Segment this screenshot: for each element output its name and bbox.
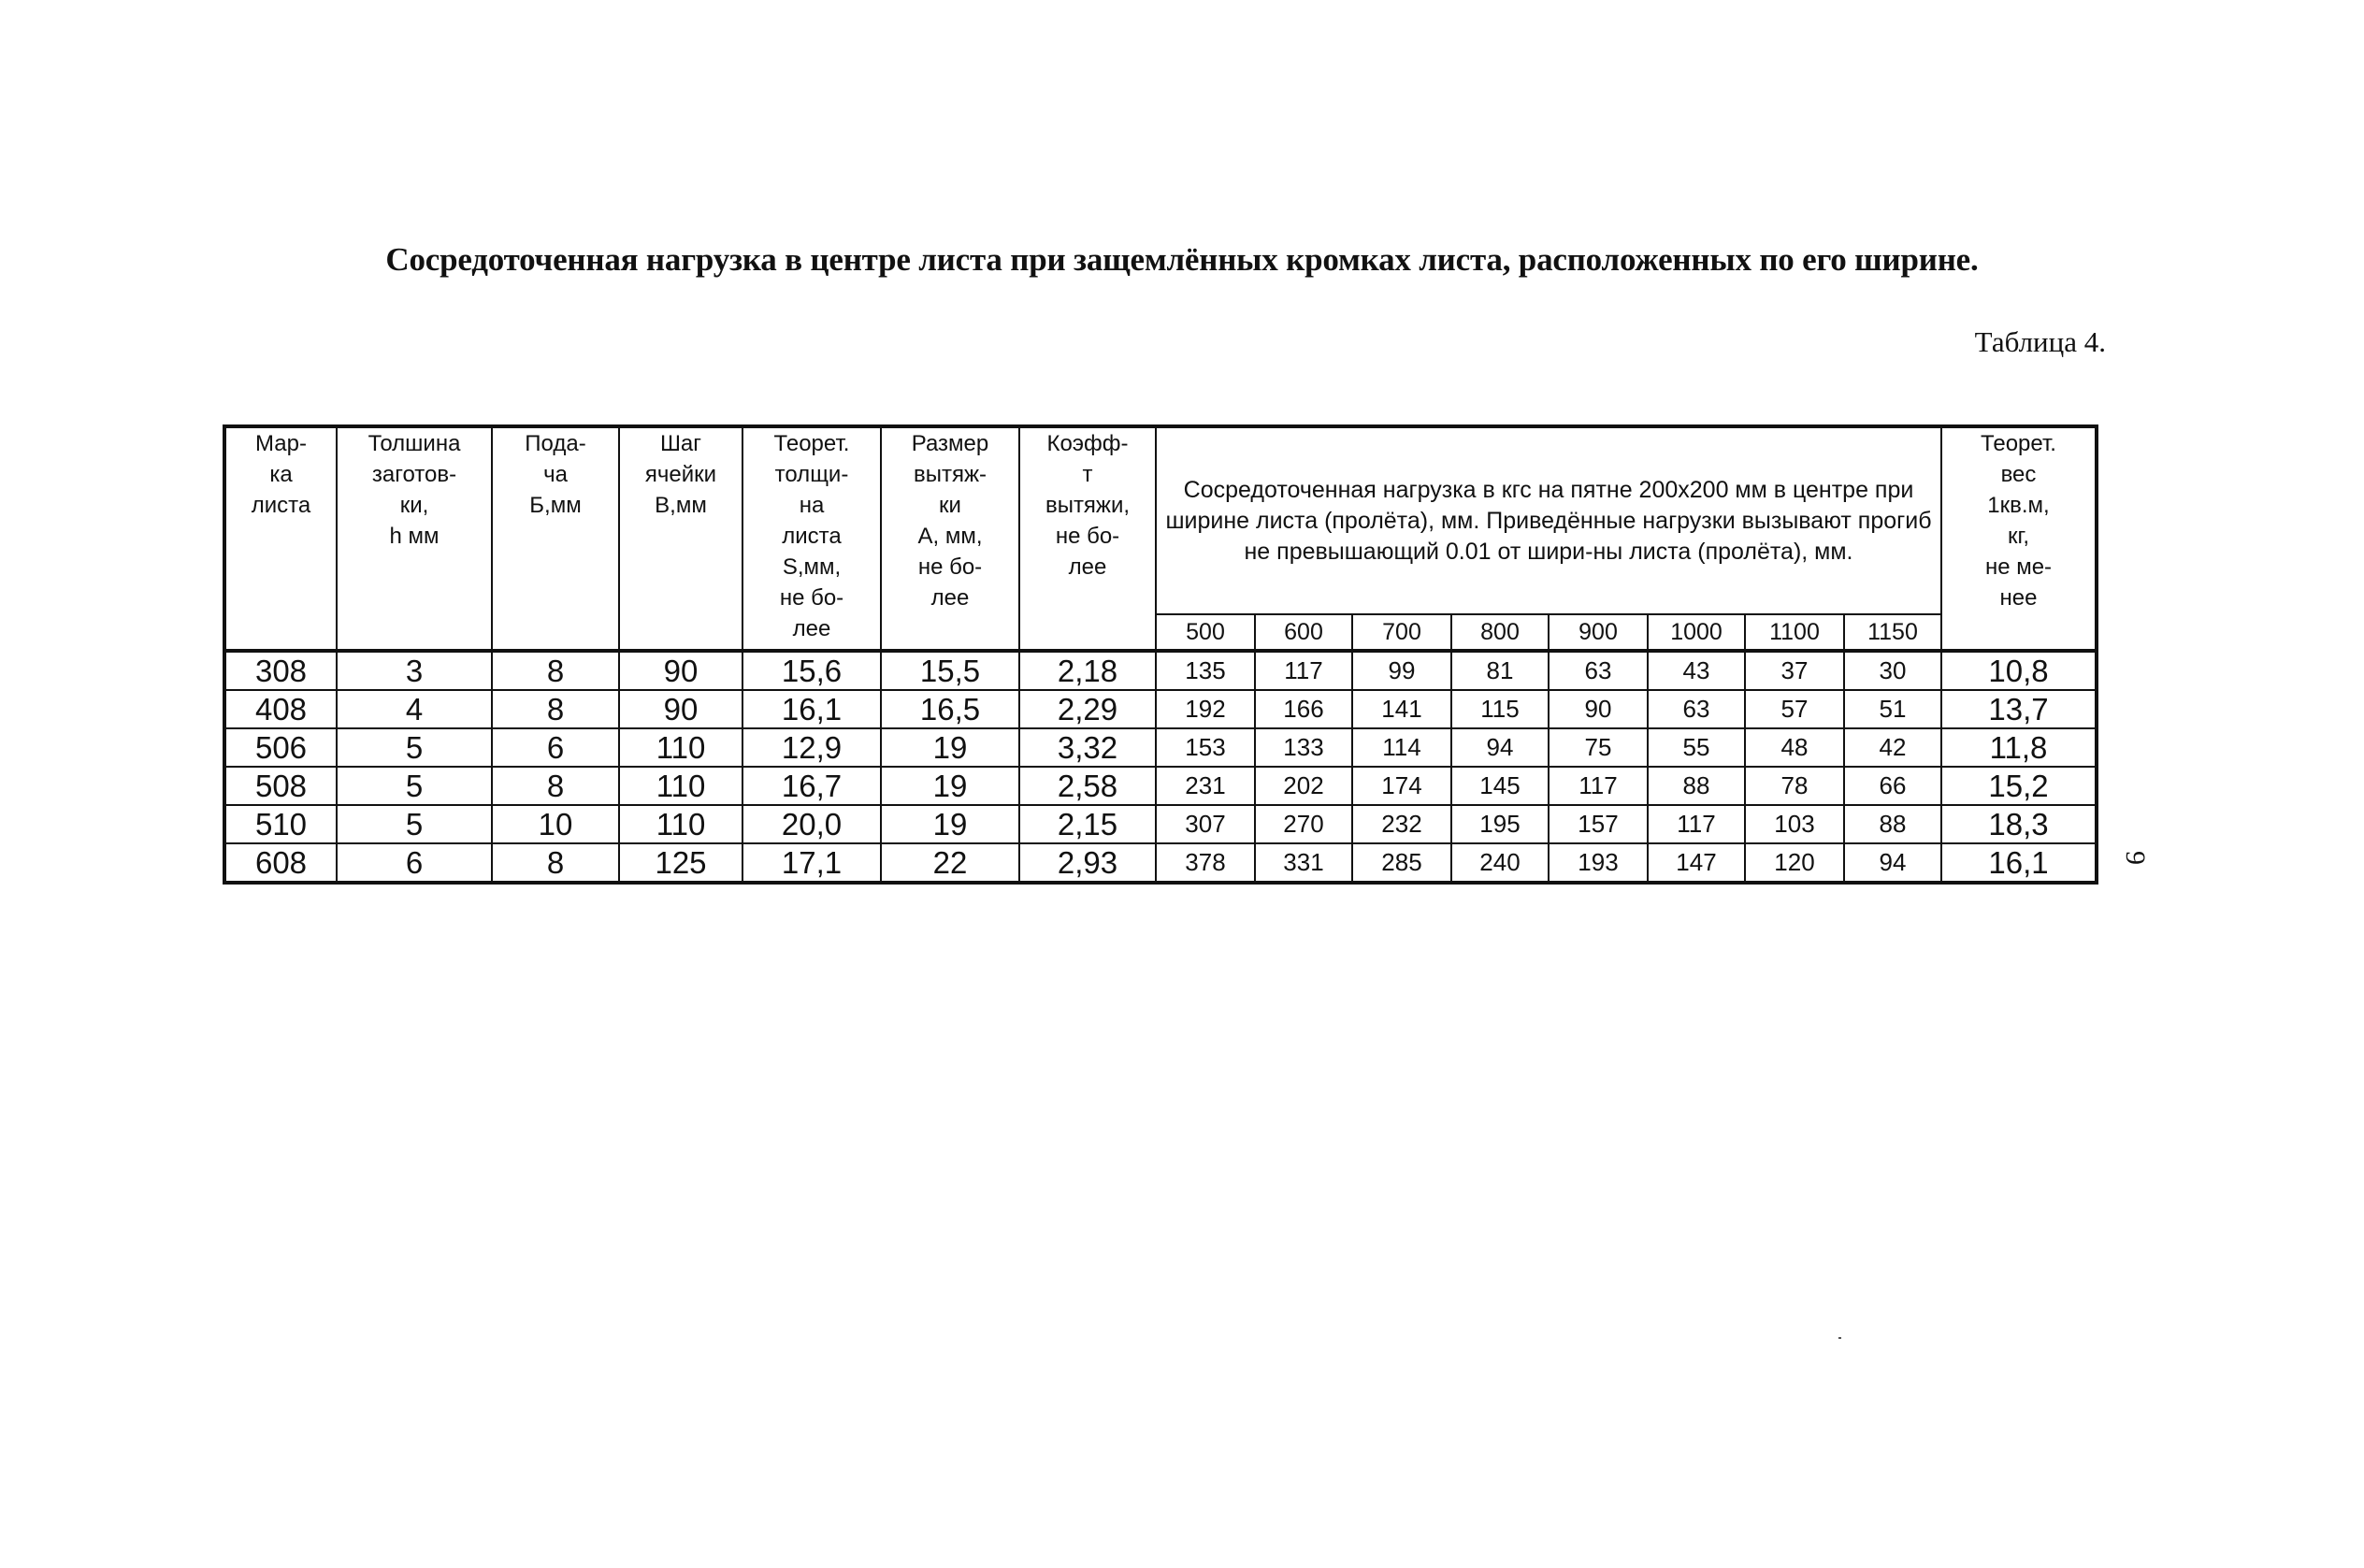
- header-grade: Мар- ка листа: [224, 426, 337, 651]
- cell-load: 120: [1745, 843, 1844, 883]
- cell-load: 166: [1255, 690, 1352, 728]
- cell-load: 231: [1156, 767, 1255, 805]
- cell-feed: 8: [492, 690, 619, 728]
- cell-draw-size: 19: [881, 767, 1019, 805]
- cell-grade: 506: [224, 728, 337, 767]
- cell-draw-coef: 2,93: [1019, 843, 1156, 883]
- table-row: [224, 805, 2097, 843]
- cell-cell-pitch: 110: [619, 767, 742, 805]
- header-blank-thickness: Толшина заготов- ки, h мм: [337, 426, 492, 651]
- cell-load: 135: [1156, 651, 1255, 690]
- cell-feed: 6: [492, 728, 619, 767]
- cell-theor-weight: 15,2: [1941, 767, 2097, 805]
- cell-blank-thickness: 4: [337, 690, 492, 728]
- cell-load: 63: [1549, 651, 1648, 690]
- document-title: Сосредоточенная нагрузка в центре листа при защемлённых кромках листа, расположенных по его ширине.: [385, 241, 1979, 278]
- cell-cell-pitch: 125: [619, 843, 742, 883]
- cell-load: 103: [1745, 805, 1844, 843]
- cell-load: 63: [1648, 690, 1745, 728]
- cell-cell-pitch: 90: [619, 690, 742, 728]
- cell-grade: 408: [224, 690, 337, 728]
- cell-load: 195: [1451, 805, 1549, 843]
- cell-draw-coef: 3,32: [1019, 728, 1156, 767]
- cell-load: 285: [1352, 843, 1451, 883]
- cell-grade: 508: [224, 767, 337, 805]
- cell-load: 48: [1745, 728, 1844, 767]
- cell-load: 202: [1255, 767, 1352, 805]
- cell-theor-thickness: 20,0: [742, 805, 881, 843]
- cell-blank-thickness: 3: [337, 651, 492, 690]
- cell-draw-size: 22: [881, 843, 1019, 883]
- cell-feed: 8: [492, 767, 619, 805]
- header-row: [224, 426, 2097, 614]
- cell-load: 94: [1451, 728, 1549, 767]
- header-width: 600: [1255, 614, 1352, 651]
- cell-draw-coef: 2,18: [1019, 651, 1156, 690]
- cell-load: 115: [1451, 690, 1549, 728]
- page-number: 9: [2120, 851, 2151, 865]
- cell-load: 94: [1844, 843, 1941, 883]
- header-width: 800: [1451, 614, 1549, 651]
- cell-theor-weight: 10,8: [1941, 651, 2097, 690]
- cell-feed: 8: [492, 651, 619, 690]
- cell-load: 75: [1549, 728, 1648, 767]
- cell-load: 378: [1156, 843, 1255, 883]
- cell-draw-coef: 2,15: [1019, 805, 1156, 843]
- header-draw-size: Размер вытяж- ки А, мм, не бо- лее: [881, 426, 1019, 651]
- cell-blank-thickness: 5: [337, 805, 492, 843]
- cell-load: 141: [1352, 690, 1451, 728]
- cell-draw-coef: 2,58: [1019, 767, 1156, 805]
- cell-grade: 308: [224, 651, 337, 690]
- cell-load: 51: [1844, 690, 1941, 728]
- cell-load: 37: [1745, 651, 1844, 690]
- cell-load: 240: [1451, 843, 1549, 883]
- cell-load: 90: [1549, 690, 1648, 728]
- table-caption: Таблица 4.: [1974, 325, 2106, 358]
- cell-load: 331: [1255, 843, 1352, 883]
- cell-load: 117: [1255, 651, 1352, 690]
- header-feed: Пода- ча Б,мм: [492, 426, 619, 651]
- header-width: 900: [1549, 614, 1648, 651]
- cell-load: 30: [1844, 651, 1941, 690]
- table-row: [224, 767, 2097, 805]
- cell-load: 66: [1844, 767, 1941, 805]
- cell-load: 145: [1451, 767, 1549, 805]
- cell-load: 193: [1549, 843, 1648, 883]
- header-cell-pitch: Шаг ячейки В,мм: [619, 426, 742, 651]
- cell-blank-thickness: 6: [337, 843, 492, 883]
- cell-load: 232: [1352, 805, 1451, 843]
- cell-load: 57: [1745, 690, 1844, 728]
- cell-load: 174: [1352, 767, 1451, 805]
- cell-cell-pitch: 90: [619, 651, 742, 690]
- header-width: 1100: [1745, 614, 1844, 651]
- cell-load: 192: [1156, 690, 1255, 728]
- cell-theor-thickness: 16,7: [742, 767, 881, 805]
- cell-cell-pitch: 110: [619, 805, 742, 843]
- table-row: [224, 728, 2097, 767]
- header-draw-coef: Коэфф- т вытяжи, не бо- лее: [1019, 426, 1156, 651]
- cell-theor-thickness: 17,1: [742, 843, 881, 883]
- scan-speck: [1838, 1337, 1841, 1339]
- cell-load: 157: [1549, 805, 1648, 843]
- cell-draw-size: 19: [881, 805, 1019, 843]
- cell-load: 133: [1255, 728, 1352, 767]
- header-width: 1000: [1648, 614, 1745, 651]
- load-table: [223, 424, 2098, 885]
- header-theor-thickness: Теорет. толщи- на листа S,мм, не бо- лее: [742, 426, 881, 651]
- cell-load: 55: [1648, 728, 1745, 767]
- cell-load: 307: [1156, 805, 1255, 843]
- cell-theor-weight: 13,7: [1941, 690, 2097, 728]
- table-row: [224, 651, 2097, 690]
- cell-theor-weight: 11,8: [1941, 728, 2097, 767]
- table-row: [224, 843, 2097, 883]
- cell-feed: 10: [492, 805, 619, 843]
- cell-theor-thickness: 15,6: [742, 651, 881, 690]
- cell-load: 81: [1451, 651, 1549, 690]
- cell-theor-thickness: 16,1: [742, 690, 881, 728]
- header-load-group: Сосредоточенная нагрузка в кгс на пятне 200х200 мм в центре при ширине листа (пролёта), мм. Приведённые нагрузки вызывают прогиб не превышающий 0.01 от шири-ны листа (пролёта), мм.: [1156, 426, 1941, 614]
- cell-load: 42: [1844, 728, 1941, 767]
- cell-theor-thickness: 12,9: [742, 728, 881, 767]
- cell-feed: 8: [492, 843, 619, 883]
- cell-load: 114: [1352, 728, 1451, 767]
- cell-draw-size: 16,5: [881, 690, 1019, 728]
- cell-draw-coef: 2,29: [1019, 690, 1156, 728]
- cell-draw-size: 19: [881, 728, 1019, 767]
- header-width: 1150: [1844, 614, 1941, 651]
- cell-theor-weight: 16,1: [1941, 843, 2097, 883]
- cell-load: 99: [1352, 651, 1451, 690]
- cell-load: 147: [1648, 843, 1745, 883]
- table-row: [224, 690, 2097, 728]
- header-width: 500: [1156, 614, 1255, 651]
- cell-load: 117: [1549, 767, 1648, 805]
- cell-load: 88: [1648, 767, 1745, 805]
- cell-blank-thickness: 5: [337, 767, 492, 805]
- cell-load: 270: [1255, 805, 1352, 843]
- cell-load: 153: [1156, 728, 1255, 767]
- cell-load: 117: [1648, 805, 1745, 843]
- cell-load: 88: [1844, 805, 1941, 843]
- cell-blank-thickness: 5: [337, 728, 492, 767]
- cell-load: 43: [1648, 651, 1745, 690]
- header-theor-weight: Теорет. вес 1кв.м, кг, не ме- нее: [1941, 426, 2097, 651]
- cell-load: 78: [1745, 767, 1844, 805]
- cell-grade: 608: [224, 843, 337, 883]
- header-width: 700: [1352, 614, 1451, 651]
- cell-grade: 510: [224, 805, 337, 843]
- cell-cell-pitch: 110: [619, 728, 742, 767]
- cell-draw-size: 15,5: [881, 651, 1019, 690]
- cell-theor-weight: 18,3: [1941, 805, 2097, 843]
